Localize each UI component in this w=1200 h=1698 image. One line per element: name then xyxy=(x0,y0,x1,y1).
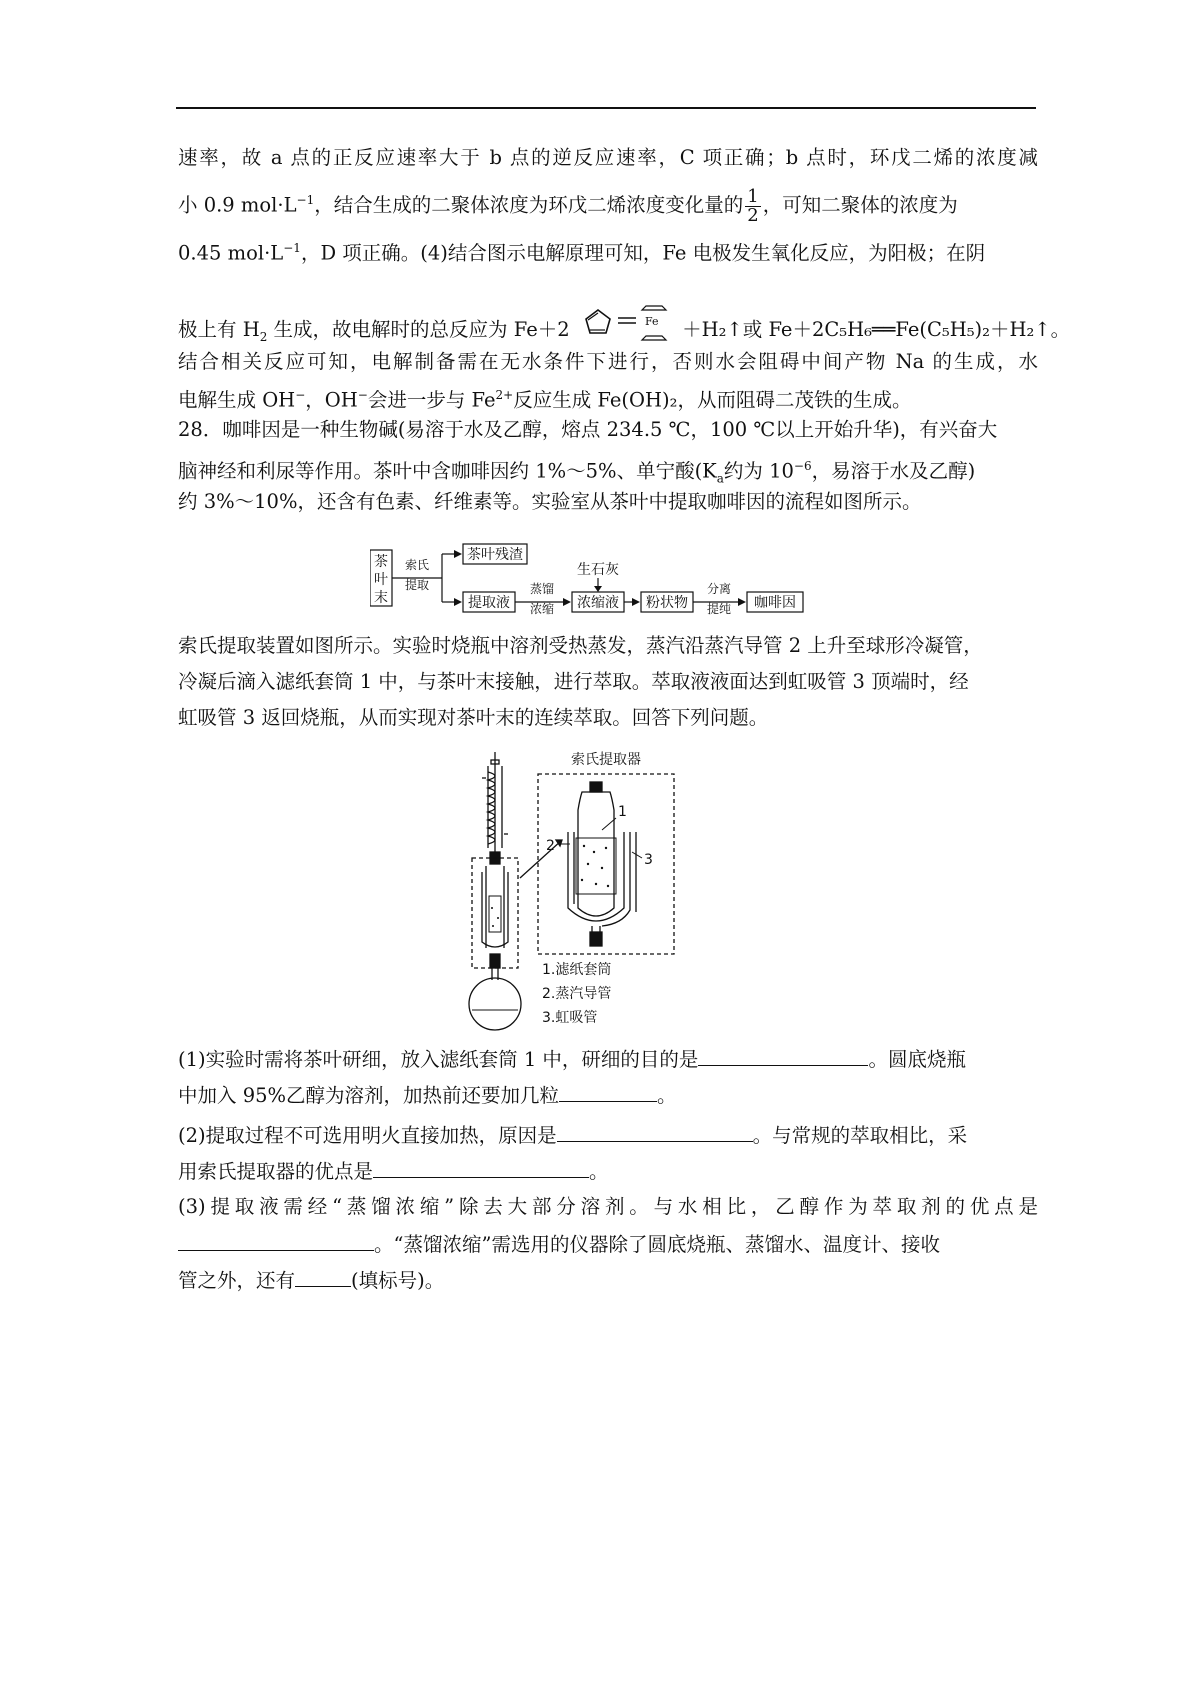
legend-1: 1.滤纸套筒 xyxy=(542,962,612,978)
sub-question-3-line-2: 。“蒸馏浓缩”需选用的仪器除了圆底烧瓶、蒸馏水、温度计、接收 xyxy=(178,1228,1038,1260)
text-line-3: 0.45 $mol\cdot L^{-1}$，D 项正确。(4)结合图示电解原理可知，Fe 电极发生氧化反应，为阳极；在阴 xyxy=(178,241,986,265)
text-line-2: 小 0.9 $mol\cdot L^{-1}$，结合生成的二聚体浓度为环戊二烯浓度变化量的 $\frac{1}{2}$ ，可知二聚体的浓度为 xyxy=(178,185,958,226)
sub-question-3-line-1: (3)提取液需经“蒸馏浓缩”除去大部分溶剂。与水相比，乙醇作为萃取剂的优点是 xyxy=(178,1195,1038,1218)
flow-step3-top: 分离 xyxy=(706,582,732,596)
flow-start-char3: 末 xyxy=(374,590,388,606)
flow-step2-bottom: 浓缩 xyxy=(529,602,555,616)
flow-lime: 生石灰 xyxy=(577,562,619,578)
flow-concentrate: 浓缩液 xyxy=(577,595,619,611)
flow-powder: 粉状物 xyxy=(646,595,688,611)
flow-step1-bottom: 提取 xyxy=(404,578,430,592)
fraction-one-half: $\frac{1}{2}$ xyxy=(747,185,759,226)
label-3: 3 xyxy=(644,852,653,868)
text-line-6: 电解生成 OH−，OH−会进一步与 $Fe^{2+}$反应生成 Fe(OH)₂，从而阻碍二茂铁的生成。 xyxy=(178,388,912,412)
paragraph-2-line-2: 冷凝后滴入滤纸套筒 1 中，与茶叶末接触，进行萃取。萃取液液面达到虹吸管 3 顶端时，经 xyxy=(178,670,969,693)
apparatus-title: 索氏提取器 xyxy=(571,752,641,768)
flow-residue: 茶叶残渣 xyxy=(467,547,523,563)
legend-3: 3.虹吸管 xyxy=(542,1010,598,1026)
sub-question-2-line-1: (2)提取过程不可选用明火直接加热，原因是 。与常规的萃取相比，采 xyxy=(178,1119,1038,1151)
svg-text:Fe: Fe xyxy=(644,315,659,328)
paragraph-2-line-3: 虹吸管 3 返回烧瓶，从而实现对茶叶末的连续萃取。回答下列问题。 xyxy=(178,706,769,729)
header-rule xyxy=(176,107,1036,109)
sub-question-2-line-2: 用索氏提取器的优点是 。 xyxy=(178,1155,1038,1187)
soxhlet-apparatus-figure xyxy=(462,748,722,1036)
flow-step3-bottom: 提纯 xyxy=(706,602,732,616)
answer-blank-2[interactable] xyxy=(559,1079,657,1102)
flow-step1-top: 索氏 xyxy=(404,558,430,572)
flow-product: 咖啡因 xyxy=(754,595,796,611)
text-line-4-equation: 极上有 $H_2$ 生成，故电解时的总反应为 Fe＋2 Fe ＋H₂↑或 Fe＋2C₅H₆══Fe(C₅H₅)₂＋H₂↑。 xyxy=(178,300,1038,342)
cyclopentadiene-ferrocene-structure xyxy=(576,300,676,352)
question-28-line-2: 脑神经和利尿等作用。茶叶中含咖啡因约 1%～5%、单宁酸($K_a$约为 $10^{-6}$，易溶于水及乙醇) xyxy=(178,459,976,486)
question-28-line-1: 28．咖啡因是一种生物碱(易溶于水及乙醇，熔点 234.5 ℃，100 ℃以上开始升华)，有兴奋大 xyxy=(178,418,998,441)
text-line-5: 结合相关反应可知，电解制备需在无水条件下进行，否则水会阻碍中间产物 Na 的生成，水 xyxy=(178,350,1038,373)
sub-question-1-line-2: 中加入 95%乙醇为溶剂，加热前还要加几粒 。 xyxy=(178,1079,1038,1111)
flow-start-char1: 茶 xyxy=(374,554,388,570)
flow-extract: 提取液 xyxy=(468,595,510,611)
extraction-flowchart xyxy=(370,542,850,632)
answer-blank-3[interactable] xyxy=(557,1119,753,1142)
label-1: 1 xyxy=(618,804,627,820)
paragraph-2-line-1: 索氏提取装置如图所示。实验时烧瓶中溶剂受热蒸发，蒸汽沿蒸汽导管 2 上升至球形冷凝管， xyxy=(178,634,983,657)
label-2: 2 xyxy=(546,838,555,854)
question-28-line-3: 约 3%～10%，还含有色素、纤维素等。实验室从茶叶中提取咖啡因的流程如图所示。 xyxy=(178,490,922,513)
sub-question-3-line-3: 管之外，还有 (填标号)。 xyxy=(178,1264,1038,1296)
text-line-1: 速率，故 a 点的正反应速率大于 b 点的逆反应速率，C 项正确；b 点时，环戊二烯的浓度减 xyxy=(178,146,1038,169)
flow-start-char2: 叶 xyxy=(374,572,388,588)
sub-question-1-line-1: (1)实验时需将茶叶研细，放入滤纸套筒 1 中，研细的目的是 。圆底烧瓶 xyxy=(178,1043,1038,1075)
flow-step2-top: 蒸馏 xyxy=(529,582,555,596)
answer-blank-5[interactable] xyxy=(178,1228,374,1251)
legend-2: 2.蒸汽导管 xyxy=(542,986,612,1002)
answer-blank-6[interactable] xyxy=(295,1264,351,1287)
answer-blank-4[interactable] xyxy=(373,1155,589,1178)
answer-blank-1[interactable] xyxy=(698,1043,868,1066)
